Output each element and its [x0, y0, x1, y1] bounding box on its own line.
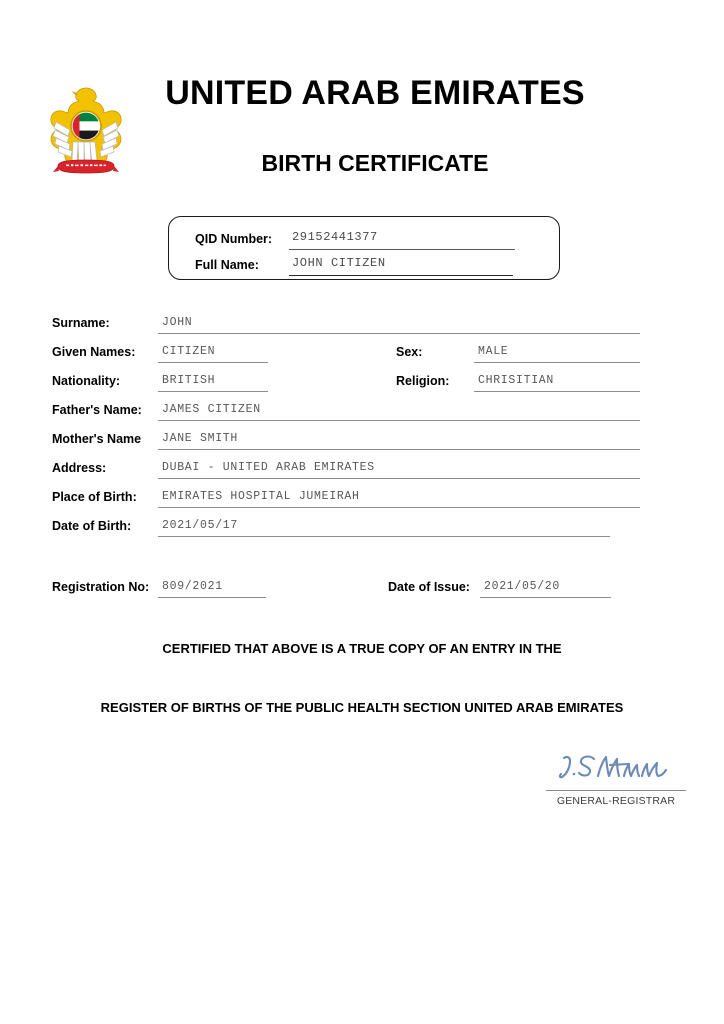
- address-value: DUBAI - UNITED ARAB EMIRATES: [162, 461, 375, 474]
- certification-line-1: CERTIFIED THAT ABOVE IS A TRUE COPY OF AN ENTRY IN THE: [162, 641, 562, 656]
- full-name-value: JOHN CITIZEN: [292, 256, 386, 270]
- nationality-label: Nationality:: [52, 374, 121, 388]
- sex-value: MALE: [478, 345, 509, 358]
- fathers-name-value: JAMES CITIZEN: [162, 403, 261, 416]
- nationality-value: BRITISH: [162, 374, 216, 387]
- qid-number-label: QID Number:: [195, 232, 273, 246]
- nationality-field[interactable]: [158, 372, 268, 392]
- registration-no-value: 809/2021: [162, 580, 223, 593]
- qid-number-row: [169, 229, 559, 251]
- religion-label: Religion:: [396, 374, 450, 388]
- full-name-label: Full Name:: [195, 258, 259, 272]
- date-of-birth-value: 2021/05/17: [162, 519, 239, 532]
- field-row-mothers-name: [0, 430, 724, 459]
- place-of-birth-label: Place of Birth:: [52, 490, 137, 504]
- field-row-given-names-sex: [0, 343, 724, 372]
- mothers-name-value: JANE SMITH: [162, 432, 239, 445]
- document-title: BIRTH CERTIFICATE: [261, 150, 489, 176]
- qid-number-value: 29152441377: [292, 230, 378, 244]
- sex-field[interactable]: [474, 343, 640, 363]
- registration-no-field[interactable]: [158, 578, 266, 598]
- signature-block: [546, 748, 686, 807]
- registration-section: [0, 578, 724, 606]
- date-of-issue-field[interactable]: [480, 578, 611, 598]
- given-names-field[interactable]: [158, 343, 268, 363]
- surname-field[interactable]: [158, 314, 640, 334]
- title-group: [140, 72, 610, 178]
- given-names-value: CITIZEN: [162, 345, 216, 358]
- field-row-address: [0, 459, 724, 488]
- mothers-name-label: Mother's Name: [52, 432, 142, 446]
- field-row-fathers-name: [0, 401, 724, 430]
- signature-rule: [546, 790, 686, 791]
- fathers-name-field[interactable]: [158, 401, 640, 421]
- date-of-birth-field[interactable]: [158, 517, 610, 537]
- sex-label: Sex:: [396, 345, 423, 359]
- address-label: Address:: [52, 461, 107, 475]
- place-of-birth-field[interactable]: [158, 488, 640, 508]
- surname-value: JOHN: [162, 316, 193, 329]
- mothers-name-field[interactable]: [158, 430, 640, 450]
- signature-caption: GENERAL-REGISTRAR: [556, 795, 676, 807]
- date-of-issue-value: 2021/05/20: [484, 580, 561, 593]
- address-field[interactable]: [158, 459, 640, 479]
- certification-line-2: REGISTER OF BIRTHS OF THE PUBLIC HEALTH SECTION UNITED ARAB EMIRATES: [100, 700, 624, 715]
- religion-value: CHRISITIAN: [478, 374, 555, 387]
- surname-label: Surname:: [52, 316, 110, 330]
- field-row-place-of-birth: [0, 488, 724, 517]
- particulars-section: [0, 314, 724, 546]
- place-of-birth-value: EMIRATES HOSPITAL JUMEIRAH: [162, 490, 360, 503]
- qid-summary-box: [168, 216, 560, 280]
- uae-emblem-icon: [44, 80, 128, 184]
- signature-mark: [546, 748, 686, 790]
- field-row-surname: [0, 314, 724, 343]
- field-row-date-of-birth: [0, 517, 724, 546]
- date-of-issue-label: Date of Issue:: [388, 580, 470, 594]
- given-names-label: Given Names:: [52, 345, 136, 359]
- religion-field[interactable]: [474, 372, 640, 392]
- full-name-field[interactable]: [289, 255, 513, 276]
- field-row-nationality-religion: [0, 372, 724, 401]
- full-name-row: [169, 255, 559, 277]
- fathers-name-label: Father's Name:: [52, 403, 142, 417]
- country-title: UNITED ARAB EMIRATES: [165, 74, 585, 112]
- date-of-birth-label: Date of Birth:: [52, 519, 132, 533]
- registration-no-label: Registration No:: [52, 580, 150, 594]
- qid-number-field[interactable]: [289, 229, 515, 250]
- certificate-header: [0, 72, 724, 192]
